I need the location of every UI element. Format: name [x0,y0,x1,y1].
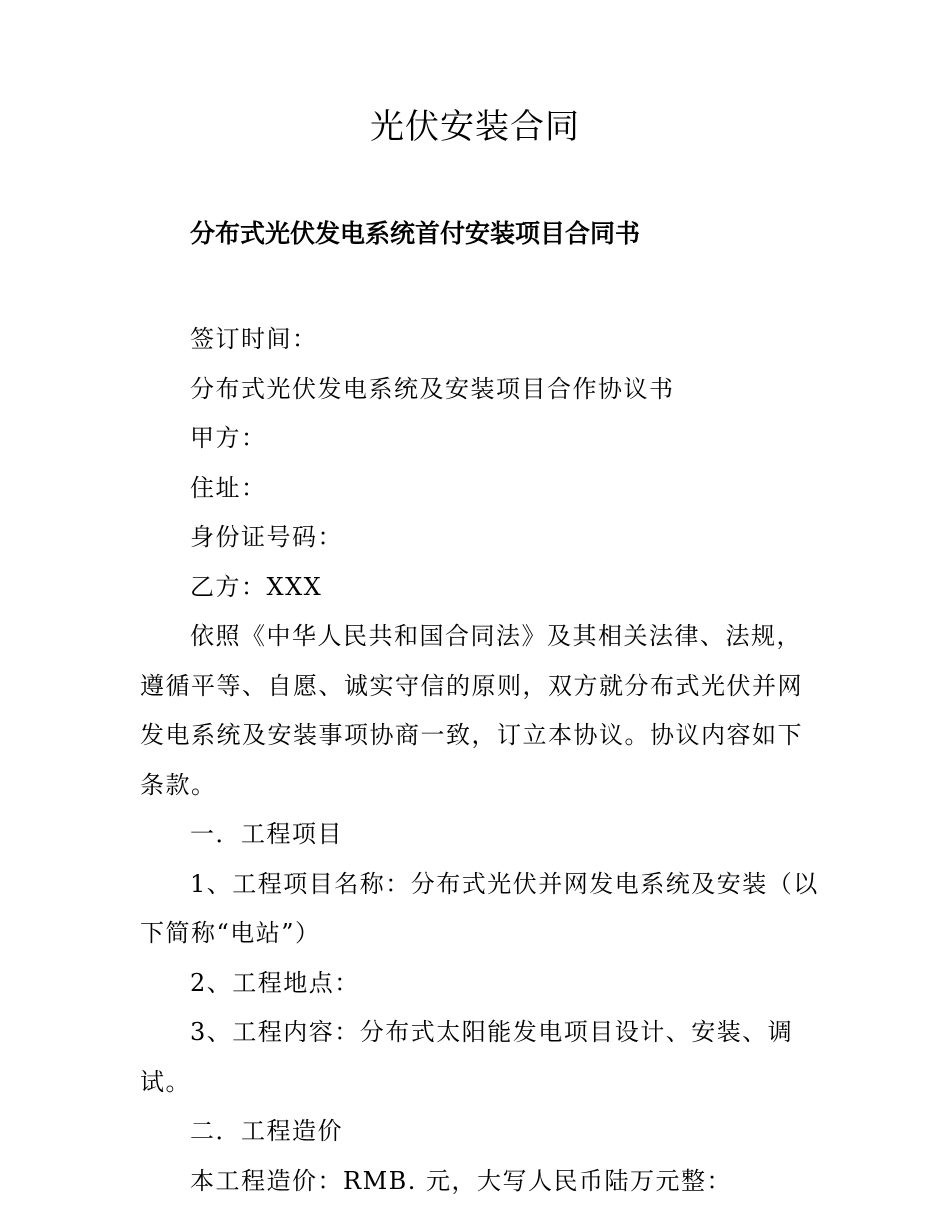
signing-date-line: 签订时间： [190,325,318,353]
preamble-paragraph: 依照《中华人民共和国合同法》及其相关法律、法规，遵循平等、自愿、诚实守信的原则，双方就分布式光伏并网发电系统及安装事项协商一致，订立本协议。协议内容如下条款。 [140,622,803,799]
document-body [140,315,820,1206]
section-heading-cost: 二．工程造价 [190,1117,343,1145]
document-title: 光伏安装合同 [370,107,580,147]
project-cost-line: 本工程造价：RMB. 元，大写人民币陆万元整： [190,1166,733,1195]
agreement-name-line: 分布式光伏发电系统及安装项目合作协议书 [190,374,675,403]
party-a-line: 甲方： [190,424,267,452]
project-name-paragraph: 1、工程项目名称：分布式光伏并网发电系统及安装（以下简称“电站”） [140,869,819,947]
party-b-line: 乙方：XXX [190,572,323,601]
address-line: 住址： [190,473,267,502]
project-location-line: 2、工程地点： [190,968,360,997]
document-subtitle: 分布式光伏发电系统首付安装项目合同书 [190,219,641,248]
id-number-line: 身份证号码： [190,523,343,551]
section-heading-project: 一．工程项目 [190,820,343,848]
project-content-line: 3、工程内容：分布式太阳能发电项目设计、安装、调试。 [140,1018,794,1096]
